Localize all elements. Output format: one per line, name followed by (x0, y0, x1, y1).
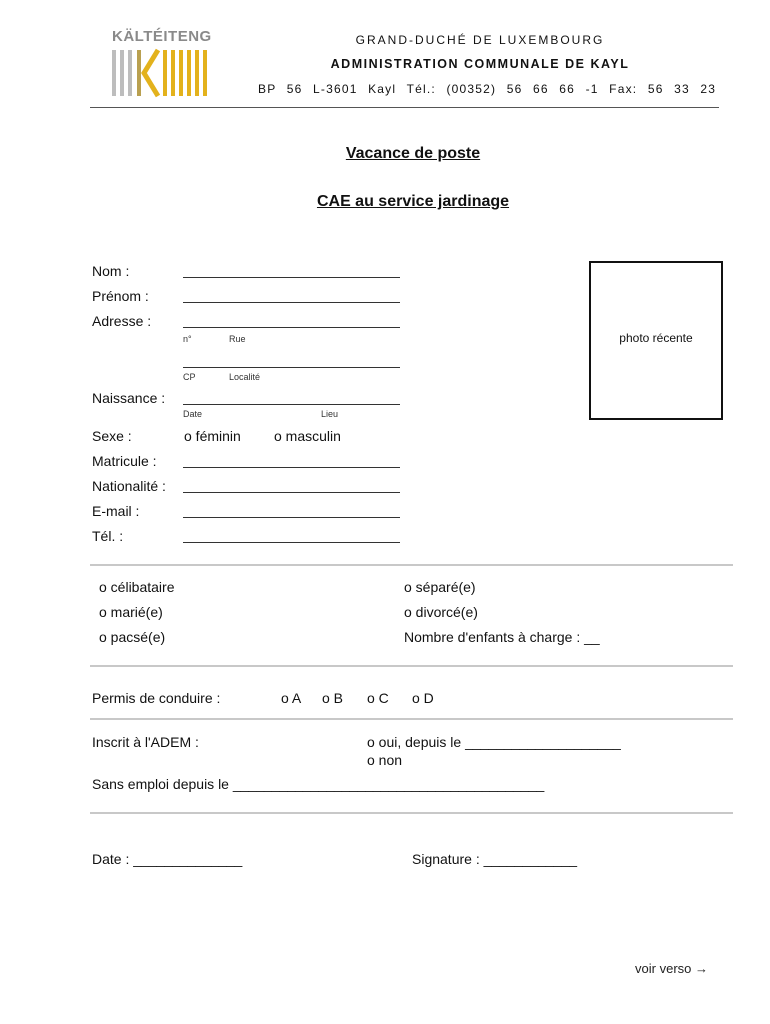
header-contact: BP 56 L-3601 Kayl Tél.: (00352) 56 66 66 -1 Fax: 56 33 23 (258, 82, 717, 96)
matricule-field[interactable] (183, 467, 400, 468)
section-divider (90, 564, 733, 566)
header-divider (90, 107, 719, 108)
nom-field[interactable] (183, 277, 400, 278)
adresse-label: Adresse : (92, 313, 152, 329)
celibataire-option[interactable]: o célibataire (99, 579, 175, 595)
header-country: GRAND-DUCHÉ DE LUXEMBOURG (355, 33, 605, 47)
naissance-date-hint: Date (183, 409, 203, 419)
page-subtitle: CAE au service jardinage (316, 193, 510, 210)
adresse-cp-hint: CP (183, 372, 196, 382)
email-label: E-mail : (92, 503, 140, 519)
naissance-field[interactable] (183, 404, 400, 405)
permis-a-option[interactable]: o A (281, 690, 302, 706)
prenom-label: Prénom : (92, 288, 149, 304)
tel-label: Tél. : (92, 528, 124, 544)
naissance-label: Naissance : (92, 390, 166, 406)
permis-b-option[interactable]: o B (322, 690, 344, 706)
enfants-field[interactable]: Nombre d'enfants à charge : __ (404, 629, 600, 645)
signature-field[interactable]: Signature : ____________ (412, 851, 578, 867)
sexe-feminin-option[interactable]: o féminin (184, 428, 241, 444)
nationalite-field[interactable] (183, 492, 400, 493)
marie-option[interactable]: o marié(e) (99, 604, 163, 620)
adresse-no-hint: n° (183, 334, 192, 344)
adresse-localite-hint: Localité (229, 372, 261, 382)
voir-verso-link[interactable]: voir verso → (635, 961, 708, 976)
section-divider (90, 718, 733, 720)
adresse-rue-hint: Rue (229, 334, 246, 344)
email-field[interactable] (183, 517, 400, 518)
divorce-option[interactable]: o divorcé(e) (404, 604, 478, 620)
page-title: Vacance de poste (345, 145, 481, 162)
adem-oui-option[interactable]: o oui, depuis le ____________________ (367, 734, 621, 750)
section-divider (90, 665, 733, 667)
matricule-label: Matricule : (92, 453, 157, 469)
sans-emploi-field[interactable]: Sans emploi depuis le ________________________________________ (92, 776, 545, 792)
permis-d-option[interactable]: o D (412, 690, 434, 706)
prenom-field[interactable] (183, 302, 400, 303)
tel-field[interactable] (183, 542, 400, 543)
nom-label: Nom : (92, 263, 130, 279)
date-field[interactable]: Date : ______________ (92, 851, 243, 867)
photo-label: photo récente (619, 331, 693, 345)
separe-option[interactable]: o séparé(e) (404, 579, 476, 595)
permis-c-option[interactable]: o C (367, 690, 389, 706)
adem-label: Inscrit à l'ADEM : (92, 734, 199, 750)
adresse-street-field[interactable] (183, 327, 400, 328)
adresse-locality-field[interactable] (183, 367, 400, 368)
section-divider (90, 812, 733, 814)
adem-non-option[interactable]: o non (367, 752, 403, 768)
pacse-option[interactable]: o pacsé(e) (99, 629, 166, 645)
sexe-label: Sexe : (92, 428, 132, 444)
sexe-masculin-option[interactable]: o masculin (274, 428, 341, 444)
logo-text: KÄLTÉITENG (112, 28, 212, 45)
naissance-lieu-hint: Lieu (321, 409, 339, 419)
permis-label: Permis de conduire : (92, 690, 221, 706)
nationalite-label: Nationalité : (92, 478, 166, 494)
commune-logo (110, 48, 216, 98)
header-administration: ADMINISTRATION COMMUNALE DE KAYL (330, 57, 630, 71)
